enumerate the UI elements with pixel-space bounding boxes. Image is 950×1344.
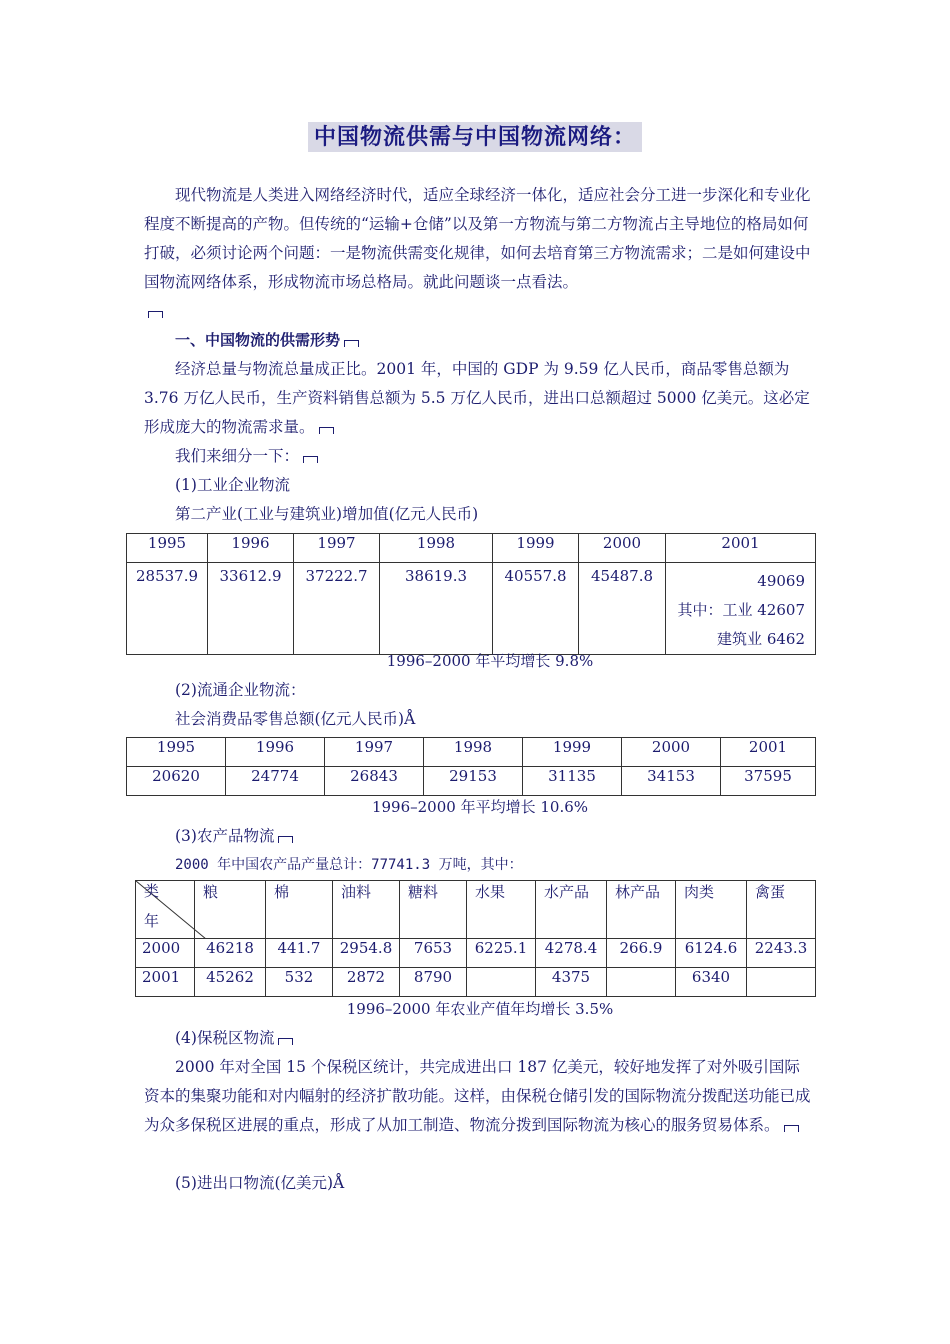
value-cell: 40557.8 bbox=[493, 563, 579, 655]
value-cell: 33612.9 bbox=[208, 563, 294, 655]
value-cell: 266.9 bbox=[607, 939, 676, 968]
value-cell: 26843 bbox=[325, 767, 424, 796]
value-cell: 4278.4 bbox=[536, 939, 607, 968]
year-cell: 2001 bbox=[666, 534, 816, 563]
value-cell bbox=[607, 968, 676, 997]
value-cell: 4375 bbox=[536, 968, 607, 997]
year-cell: 1995 bbox=[127, 738, 226, 767]
agriculture-text: 2000 年中国农产品产量总计：77741.3 万吨，其中： bbox=[175, 857, 523, 873]
value-cell: 7653 bbox=[400, 939, 467, 968]
category-header: 粮 bbox=[195, 881, 266, 939]
value-cell-2001: 49069 其中：工业 42607 建筑业 6462 bbox=[666, 563, 816, 655]
category-header: 油料 bbox=[333, 881, 400, 939]
year-cell: 1996 bbox=[208, 534, 294, 563]
value-cell: 37595 bbox=[721, 767, 816, 796]
value-cell: 24774 bbox=[226, 767, 325, 796]
paragraph-mark-icon bbox=[144, 297, 814, 326]
category-header: 棉 bbox=[266, 881, 333, 939]
table1-title: 第二产业(工业与建筑业)增加值(亿元人民币) bbox=[175, 505, 479, 523]
year-cell: 1999 bbox=[493, 534, 579, 563]
table2-caption: 1996–2000 年平均增长 10.6% bbox=[371, 798, 589, 816]
year-cell: 2001 bbox=[721, 738, 816, 767]
year-cell: 2001 bbox=[136, 968, 195, 997]
category-header: 糖料 bbox=[400, 881, 467, 939]
retail-sales-table bbox=[126, 737, 816, 796]
year-cell: 1997 bbox=[325, 738, 424, 767]
subheading-distribution: (2)流通企业物流： bbox=[175, 681, 306, 699]
table-row bbox=[136, 939, 816, 968]
year-cell: 2000 bbox=[136, 939, 195, 968]
value-cell: 6225.1 bbox=[467, 939, 536, 968]
value-cell: 2954.8 bbox=[333, 939, 400, 968]
category-header: 肉类 bbox=[676, 881, 747, 939]
value-cell: 8790 bbox=[400, 968, 467, 997]
year-cell: 1998 bbox=[380, 534, 493, 563]
value-cell: 29153 bbox=[424, 767, 523, 796]
value-cell: 2872 bbox=[333, 968, 400, 997]
value-cell: 45262 bbox=[195, 968, 266, 997]
value-cell: 28537.9 bbox=[127, 563, 208, 655]
value-cell: 2243.3 bbox=[747, 939, 816, 968]
corner-diagonal-cell: 类 年 bbox=[136, 881, 195, 939]
value-cell: 31135 bbox=[523, 767, 622, 796]
value-cell: 37222.7 bbox=[294, 563, 380, 655]
bonded-paragraph: 2000 年对全国 15 个保税区统计，共完成进出口 187 亿美元，较好地发挥了对外吸引国际资本的集聚功能和对内幅射的经济扩散功能。这样，由保税仓储引发的国际物流分拨配送功能已成为众多保税区进展的重点，形成了从加工制造、物流分拨到国际物流为核心的服务贸易体系。 bbox=[144, 1058, 811, 1134]
value-cell bbox=[467, 968, 536, 997]
economy-paragraph: 经济总量与物流总量成正比。2001 年，中国的 GDP 为 9.59 亿人民币，商品零售总额为 3.76 万亿人民币，生产资料销售总额为 5.5 万亿人民币，进出口总额超过 5000 亿美元。这必定形成庞大的物流需求量。 bbox=[144, 360, 810, 436]
paragraph-mark-icon bbox=[319, 427, 334, 434]
page-title: 中国物流供需与中国物流网络： bbox=[0, 120, 950, 151]
table2-title: 社会消费品零售总额(亿元人民币)Å bbox=[175, 710, 416, 728]
year-cell: 1996 bbox=[226, 738, 325, 767]
value-cell: 45487.8 bbox=[579, 563, 666, 655]
value-cell bbox=[747, 968, 816, 997]
value-cell: 38619.3 bbox=[380, 563, 493, 655]
subheading-bonded: (4)保税区物流 bbox=[175, 1024, 845, 1053]
breakdown-text: 我们来细分一下： bbox=[175, 442, 845, 471]
table-row bbox=[136, 968, 816, 997]
paragraph-mark-icon bbox=[278, 1038, 293, 1045]
section-heading: 一、中国物流的供需形势 bbox=[175, 326, 845, 355]
value-cell: 6340 bbox=[676, 968, 747, 997]
value-cell: 20620 bbox=[127, 767, 226, 796]
year-cell: 2000 bbox=[579, 534, 666, 563]
category-header: 林产品 bbox=[607, 881, 676, 939]
year-cell: 2000 bbox=[622, 738, 721, 767]
value-cell: 6124.6 bbox=[676, 939, 747, 968]
paragraph-mark-icon bbox=[784, 1125, 799, 1132]
year-cell: 1997 bbox=[294, 534, 380, 563]
subheading-agriculture: (3)农产品物流 bbox=[175, 822, 845, 851]
subheading-industry: (1)工业企业物流 bbox=[175, 476, 290, 494]
paragraph-mark-icon bbox=[344, 340, 359, 347]
year-cell: 1998 bbox=[424, 738, 523, 767]
category-header: 禽蛋 bbox=[747, 881, 816, 939]
category-header: 水产品 bbox=[536, 881, 607, 939]
table1-caption: 1996–2000 年平均增长 9.8% bbox=[386, 652, 594, 670]
value-cell: 532 bbox=[266, 968, 333, 997]
value-cell: 34153 bbox=[622, 767, 721, 796]
paragraph-mark-icon bbox=[303, 456, 318, 463]
year-cell: 1995 bbox=[127, 534, 208, 563]
paragraph-mark-icon bbox=[278, 836, 293, 843]
value-cell: 441.7 bbox=[266, 939, 333, 968]
agriculture-table bbox=[135, 880, 816, 997]
intro-paragraph: 现代物流是人类进入网络经济时代，适应全球经济一体化，适应社会分工进一步深化和专业化程度不断提高的产物。但传统的“运输+仓储”以及第一方物流与第二方物流占主导地位的格局如何打破，必须讨论两个问题：一是物流供需变化规律，如何去培育第三方物流需求；二是如何建设中国物流网络体系，形成物流市场总格局。就此问题谈一点看法。 bbox=[144, 186, 811, 291]
category-header: 水果 bbox=[467, 881, 536, 939]
value-cell: 46218 bbox=[195, 939, 266, 968]
industry-value-table bbox=[126, 533, 816, 655]
subheading-import-export: (5)进出口物流(亿美元)Å bbox=[175, 1174, 345, 1192]
table3-caption: 1996–2000 年农业产值年均增长 3.5% bbox=[346, 1000, 614, 1018]
year-cell: 1999 bbox=[523, 738, 622, 767]
